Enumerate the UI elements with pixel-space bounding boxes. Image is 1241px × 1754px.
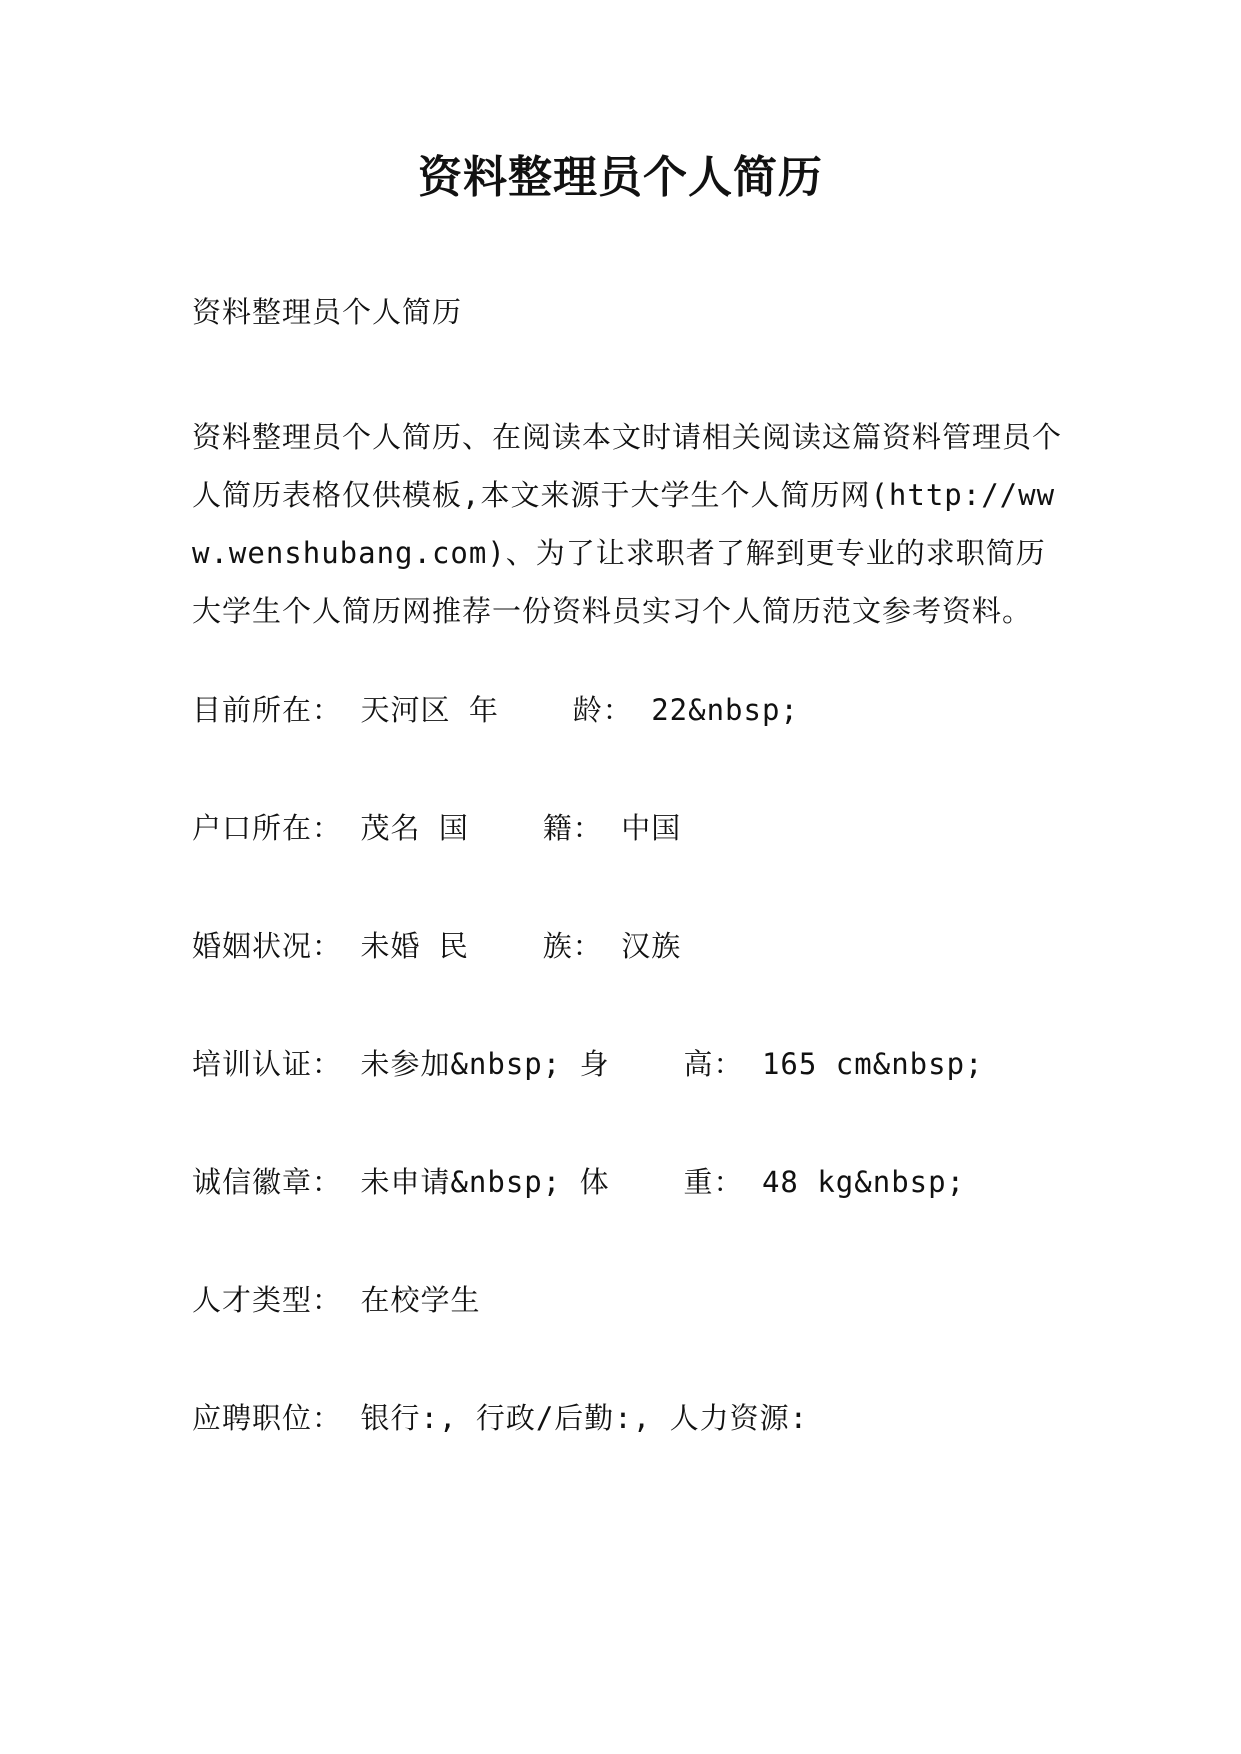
info-row-hukou-nationality: 户口所在： 茂名 国 籍： 中国 <box>192 811 682 845</box>
document-body <box>192 292 1062 1516</box>
info-row-badge-weight: 诚信徽章： 未申请&nbsp; 体 重： 48 kg&nbsp; <box>192 1165 966 1199</box>
intro-paragraph: 资料整理员个人简历、在阅读本文时请相关阅读这篇资料管理员个人简历表格仅供模板,本文来源于大学生个人简历网(http://www.wenshubang.com)、为了让求职者了解到更专业的求职简历大学生个人简历网推荐一份资料员实习个人简历范文参考资料。 <box>192 420 1063 628</box>
info-row-training-height: 培训认证： 未参加&nbsp; 身 高： 165 cm&nbsp; <box>192 1047 984 1081</box>
info-row-location-age: 目前所在： 天河区 年 龄： 22&nbsp; <box>192 693 799 727</box>
info-row-talent-type: 人才类型： 在校学生 <box>192 1283 481 1317</box>
info-row-applied-position: 应聘职位： 银行:, 行政/后勤:, 人力资源: <box>192 1401 809 1435</box>
info-row-marital-ethnicity: 婚姻状况： 未婚 民 族： 汉族 <box>192 929 682 963</box>
document-subtitle: 资料整理员个人简历 <box>192 295 463 329</box>
document-title: 资料整理员个人简历 <box>418 152 823 203</box>
